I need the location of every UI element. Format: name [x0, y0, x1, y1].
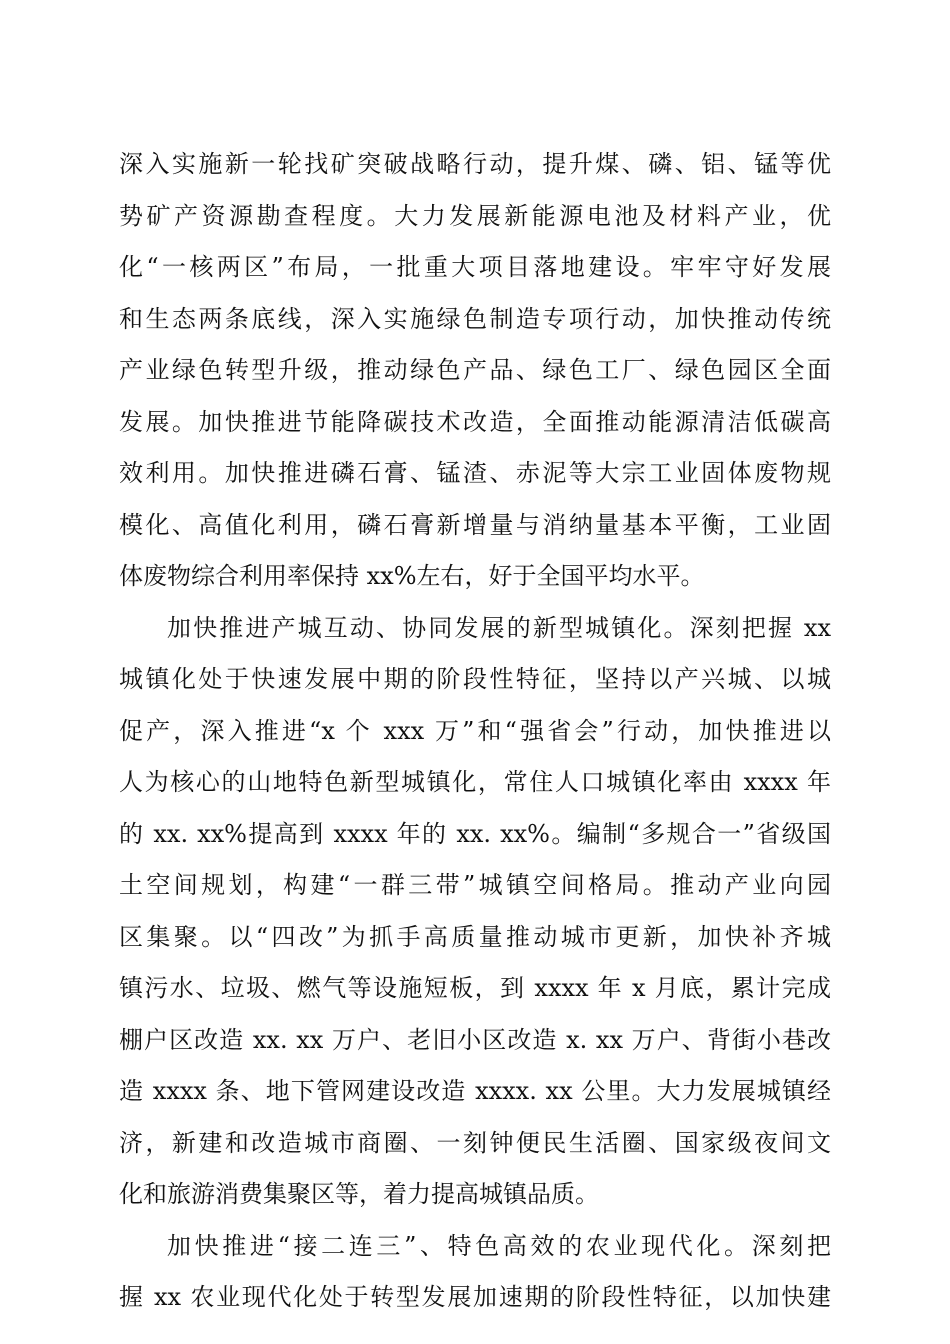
- text-line: 握 xx 农业现代化处于转型发展加速期的阶段性特征，以加快建: [119, 1283, 831, 1311]
- paragraph-3: [119, 1221, 831, 1324]
- text-line: 发展。加快推进节能降碳技术改造，全面推动能源清洁低碳高: [119, 407, 831, 436]
- text-line: 产业绿色转型升级，推动绿色产品、绿色工厂、绿色园区全面: [119, 356, 831, 384]
- text-line: 区集聚。以“四改”为抓手高质量推动城市更新，加快补齐城: [119, 922, 831, 951]
- text-line: 城镇化处于快速发展中期的阶段性特征，坚持以产兴城、以城: [119, 665, 831, 693]
- text-line: 深入实施新一轮找矿突破战略行动，提升煤、磷、铝、锰等优: [119, 150, 831, 178]
- text-line: 人为核心的山地特色新型城镇化，常住人口城镇化率由 xxxx 年: [119, 768, 831, 796]
- text-line: 镇污水、垃圾、燃气等设施短板，到 xxxx 年 x 月底，累计完成: [119, 974, 831, 1002]
- text-line: 的 xx. xx%提高到 xxxx 年的 xx. xx%。编制“多规合一”省级国: [119, 819, 831, 848]
- text-line: 效利用。加快推进磷石膏、锰渣、赤泥等大宗工业固体废物规: [119, 459, 831, 487]
- text-line: 体废物综合利用率保持 xx%左右，好于全国平均水平。: [119, 562, 705, 590]
- text-line: 化和旅游消费集聚区等，着力提高城镇品质。: [119, 1180, 599, 1208]
- text-line: 济，新建和改造城市商圈、一刻钟便民生活圈、国家级夜间文: [119, 1128, 831, 1157]
- paragraph-1: [119, 139, 831, 603]
- text-line: 加快推进“接二连三”、特色高效的农业现代化。深刻把: [167, 1231, 831, 1260]
- paragraph-2: [119, 603, 831, 1221]
- text-line: 造 xxxx 条、地下管网建设改造 xxxx. xx 公里。大力发展城镇经: [119, 1077, 831, 1105]
- text-line: 加快推进产城互动、协同发展的新型城镇化。深刻把握 xx: [167, 613, 831, 642]
- text-line: 土空间规划，构建“一群三带”城镇空间格局。推动产业向园: [119, 871, 831, 899]
- text-line: 促产，深入推进“x 个 xxx 万”和“强省会”行动，加快推进以: [119, 716, 831, 745]
- text-line: 棚户区改造 xx. xx 万户、老旧小区改造 x. xx 万户、背街小巷改: [119, 1025, 831, 1054]
- text-line: 和生态两条底线，深入实施绿色制造专项行动，加快推动传统: [119, 304, 831, 333]
- text-line: 势矿产资源勘查程度。大力发展新能源电池及材料产业，优: [119, 201, 831, 230]
- text-line: 模化、高值化利用，磷石膏新增量与消纳量基本平衡，工业固: [119, 510, 831, 539]
- document-body: [119, 139, 831, 1324]
- text-line: 化“一核两区”布局，一批重大项目落地建设。牢牢守好发展: [119, 253, 831, 281]
